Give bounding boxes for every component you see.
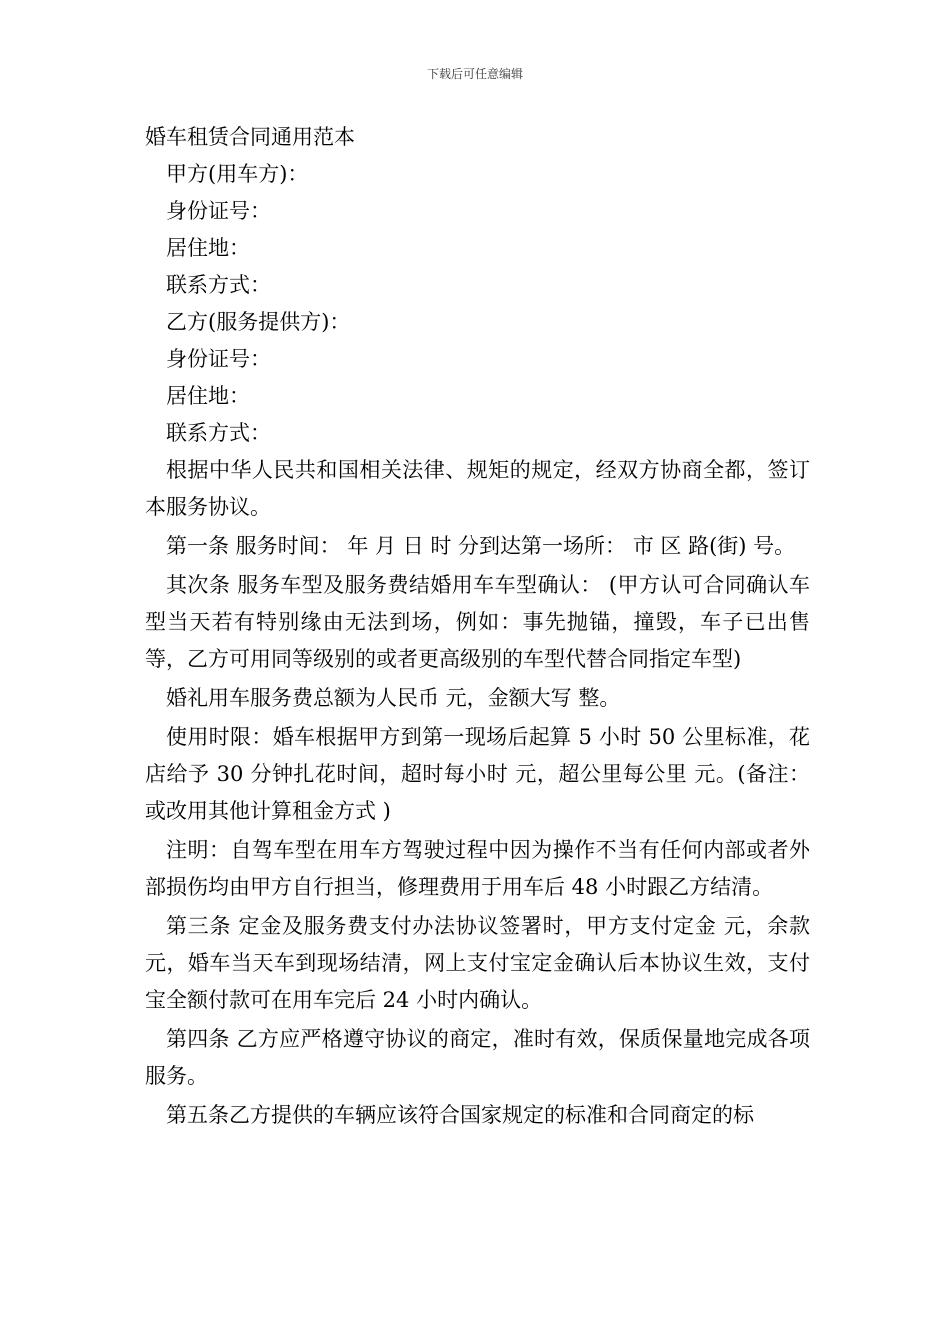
party-a-label: 甲方(用车方)： bbox=[166, 162, 309, 186]
article-3-paragraph: 第三条 定金及服务费支付办法协议签署时，甲方支付定金 元，余款 元，婚车当天车到现场结清，网上支付宝定金确认后本协议生效，支付宝全额付款可在用车完后 24 小时内确认。 bbox=[145, 914, 810, 1012]
usage-limit-paragraph: 使用时限：婚车根据甲方到第一现场后起算 5 小时 50 公里标准，花店给予 30 分钟扎花时间，超时每小时 元，超公里每公里 元。(备注：或改用其他计算租金方式 ) bbox=[145, 725, 810, 823]
article-4-paragraph: 第四条 乙方应严格遵守协议的商定，准时有效，保质保量地完成各项服务。 bbox=[145, 1027, 810, 1088]
party-a-id-label: 身份证号： bbox=[166, 199, 271, 223]
page-header-note: 下载后可任意编辑 bbox=[426, 67, 523, 81]
service-fee-paragraph: 婚礼用车服务费总额为人民币 元，金额大写 整。 bbox=[166, 686, 621, 710]
party-b-contact-label: 联系方式： bbox=[166, 421, 271, 445]
party-a-contact-label: 联系方式： bbox=[166, 273, 271, 297]
damage-note-paragraph: 注明：自驾车型在用车方驾驶过程中因为操作不当有任何内部或者外部损伤均由甲方自行担当，修理费用于用车后 48 小时跟乙方结清。 bbox=[145, 838, 810, 899]
party-a-address-label: 居住地： bbox=[166, 236, 250, 260]
article-2-paragraph: 其次条 服务车型及服务费结婚用车车型确认： (甲方认可合同确认车型当天若有特别缘由无法到场，例如：事先抛锚，撞毁，车子已出售等，乙方可用同等级别的或者更高级别的车型代替合同指定车型) bbox=[145, 573, 810, 671]
article-5-paragraph: 第五条乙方提供的车辆应该符合国家规定的标准和合同商定的标 bbox=[166, 1103, 754, 1127]
party-b-id-label: 身份证号： bbox=[166, 347, 271, 371]
document-title: 婚车租赁合同通用范本 bbox=[145, 125, 355, 149]
party-b-label: 乙方(服务提供方)： bbox=[166, 310, 351, 334]
document-body bbox=[145, 119, 810, 1136]
party-b-address-label: 居住地： bbox=[166, 384, 250, 408]
article-1-paragraph: 第一条 服务时间： 年 月 日 时 分到达第一场所： 市 区 路(街) 号。 bbox=[166, 534, 796, 558]
preamble-paragraph: 根据中华人民共和国相关法律、规矩的规定，经双方协商全都，签订本服务协议。 bbox=[145, 458, 810, 519]
